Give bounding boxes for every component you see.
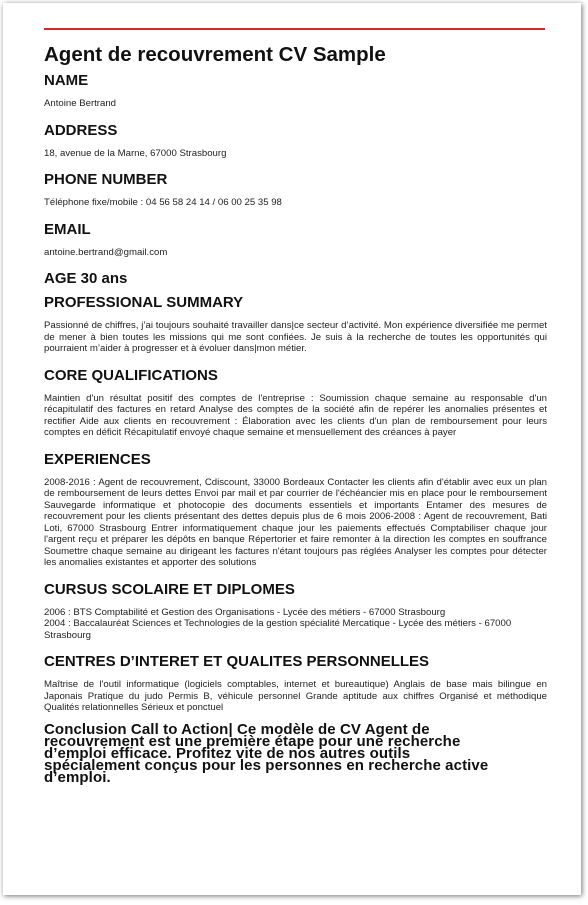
- phone-text: Téléphone fixe/mobile : 04 56 58 24 14 / 06 00 25 35 98: [44, 197, 282, 208]
- conclusion-call-to-action: [44, 720, 547, 786]
- education-heading: CURSUS SCOLAIRE ET DIPLOMES: [44, 580, 295, 598]
- summary-text: Passionné de chiffres, j’ai toujours souhaité travailler dans|ce secteur d’activité. Mon expérience diversifiée me permet de mener à bien toutes les missions qui me sont confiées. Je suis à la recherche de toutes les opportunités qui pourraient m’aider à progresser et à évoluer dans|mon métier.: [44, 320, 547, 354]
- qualifications-text: Maintien d'un résultat positif des comptes de l'entreprise : Soumission chaque semaine au responsable d'un récapitulatif des factures en retard Analyse des comptes de la société afin de repérer les anomalies présentes et rectifier Aide aux clients en recouvrement : Élaboration avec les clients d'un plan de remboursement pour leurs comptes en déficit Récapitulatif envoyé chaque semaine et mensuellement des créances à payer: [44, 392, 547, 438]
- interests-text: Maîtrise de l'outil informatique (logiciels comptables, internet et bureautique) Anglais de base mais bilingue en Japonais Pratique du judo Permis B, véhicule personnel Grande aptitude aux chiffres Organisé et méthodique Qualités relationnelles Sérieux et ponctuel: [44, 679, 547, 713]
- phone-heading: PHONE NUMBER: [44, 171, 168, 188]
- address-text: 18, avenue de la Marne, 67000 Strasbourg: [44, 147, 227, 159]
- email-text: antoine.bertrand@gmail.com: [44, 246, 168, 258]
- summary-heading: PROFESSIONAL SUMMARY: [44, 294, 244, 311]
- interests-heading: CENTRES D’INTERET ET QUALITES PERSONNELLES: [44, 653, 430, 670]
- header-rule: [44, 28, 545, 30]
- conclusion-line-2: recouvrement est une première étape pour une recherche: [44, 732, 461, 750]
- email-heading: EMAIL: [44, 220, 91, 238]
- cv-content: [44, 41, 547, 784]
- conclusion-line-4: spécialement conçus pour les personnes en recherche active: [44, 756, 489, 774]
- experiences-heading: EXPERIENCES: [44, 450, 151, 468]
- conclusion-line-3: d’emploi efficace. Profitez vite de nos autres outils: [44, 744, 411, 762]
- cv-page: [3, 3, 581, 895]
- experiences-text: 2008-2016 : Agent de recouvrement, Cdiscount, 33000 Bordeaux Contacter les clients afin d'établir avec eux un plan de remboursement de leurs dettes Envoi par mail et par courrier de l'échéancier mis en place pour le remboursement Sauvegarde informatique et photocopie des documents essentiels et importants Entamer des mesures de recouvrement pour les clients présentant des dettes depuis plus de 6 mois 2006-2008 : Agent de recouvrement, Bati Loti, 67000 Strasbourg Entrer informatiquement chaque jour les paiements effectués Comptabiliser chaque jour l'argent reçu et préparer les dépôts en banque Répertorier et faire remonter à la direction les comptes en souffrance Soumettre chaque semaine au dirigeant les factures n'étant toujours pas réglées Analyser les comptes pour détecter les anomalies existantes et apporter des solutions: [44, 476, 547, 568]
- conclusion-line-1: Conclusion Call to Action| Ce modèle de CV Agent de: [44, 720, 430, 738]
- age-heading: AGE 30 ans: [44, 270, 128, 287]
- document-title: Agent de recouvrement CV Sample: [44, 43, 386, 66]
- education-line-2: 2004 : Baccalauréat Sciences et Technologies de la gestion spécialité Mercatique - Lycée des métiers - 67000 Strasbourg: [44, 618, 512, 641]
- name-heading: NAME: [44, 72, 89, 89]
- name-text: Antoine Bertrand: [44, 98, 116, 109]
- address-heading: ADDRESS: [44, 121, 118, 139]
- conclusion-line-5: d’emploi.: [44, 768, 111, 786]
- qualifications-heading: CORE QUALIFICATIONS: [44, 366, 218, 384]
- education-line-1: 2006 : BTS Comptabilité et Gestion des Organisations - Lycée des métiers - 67000 Strasbourg: [44, 606, 446, 618]
